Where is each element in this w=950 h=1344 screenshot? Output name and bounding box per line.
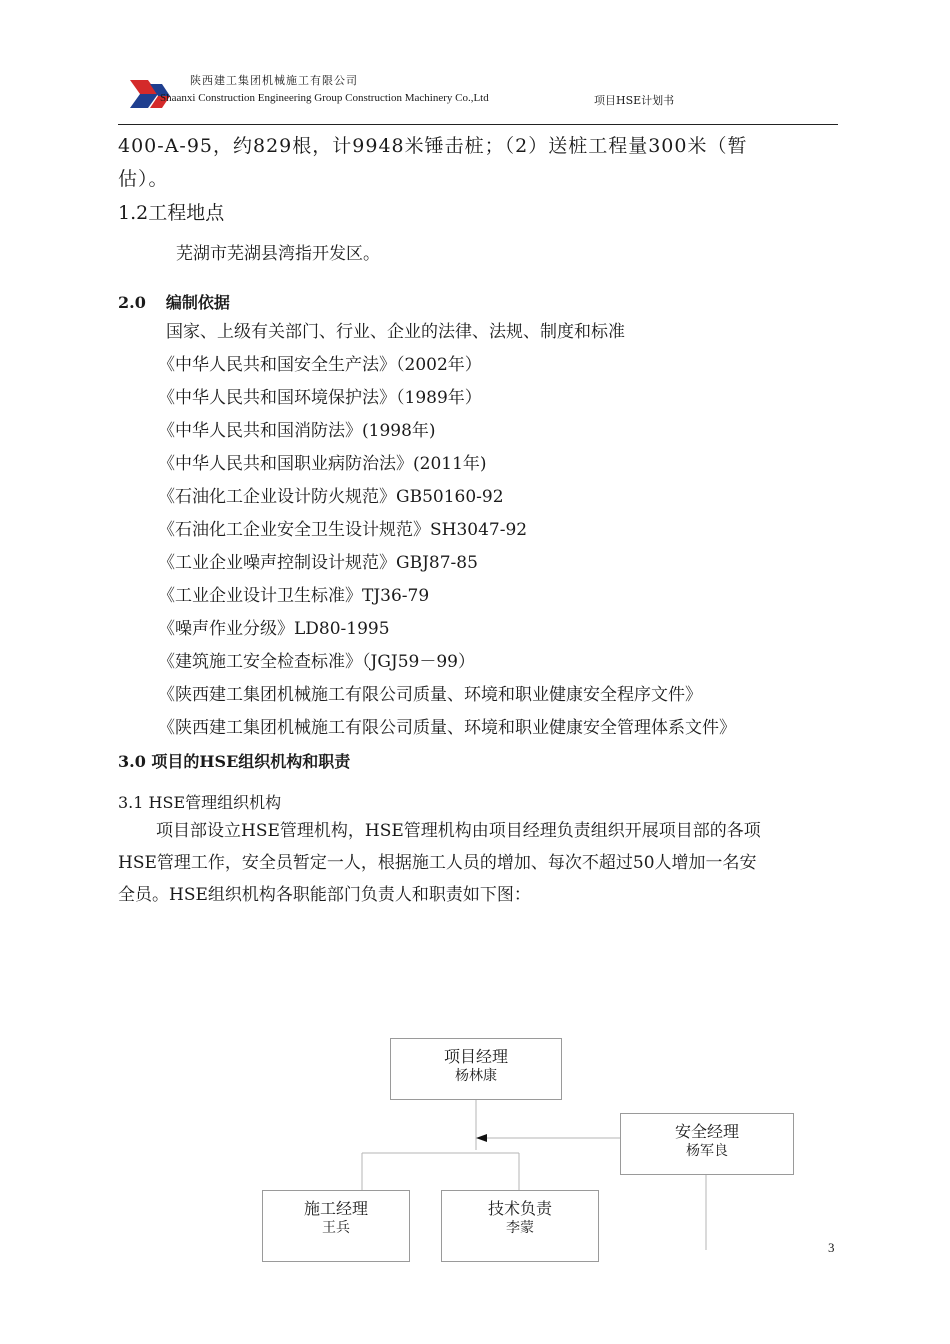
reference-item: 《中华人民共和国安全生产法》（2002年）: [158, 355, 482, 375]
org-person: 王兵: [322, 1220, 350, 1236]
section-2-title: 编制依据: [165, 293, 230, 312]
header-company-cn: 陕西建工集团机械施工有限公司: [190, 74, 358, 87]
header-doc-title: 项目HSE计划书: [594, 94, 675, 107]
reference-item: 《中华人民共和国消防法》(1998年): [158, 421, 436, 441]
reference-item: 《工业企业噪声控制设计规范》GBJ87-85: [158, 553, 478, 573]
reference-item: 《中华人民共和国环境保护法》（1989年）: [158, 388, 482, 408]
section-1-2-text: 芜湖市芜湖县湾指开发区。: [176, 244, 380, 264]
para-line-3: 全员。HSE组织机构各职能部门负责人和职责如下图：: [118, 885, 531, 905]
org-box-construction-manager: [262, 1190, 410, 1262]
reference-item: 《噪声作业分级》LD80-1995: [158, 619, 390, 639]
org-box-project-manager: [390, 1038, 562, 1100]
org-person: 杨军良: [686, 1143, 728, 1159]
para-line-1: 项目部设立HSE管理机构，HSE管理机构由项目经理负责组织开展项目部的各项: [156, 821, 761, 841]
header-company-en: Shaanxi Construction Engineering Group Construction Machinery Co.,Ltd: [160, 92, 489, 104]
section-3-1-title: 3.1 HSE管理组织机构: [118, 793, 282, 812]
reference-item: 《工业企业设计卫生标准》TJ36-79: [158, 586, 430, 606]
org-box-safety-manager: [620, 1113, 794, 1175]
org-person: 李蒙: [506, 1220, 534, 1236]
intro-line-2: 估）。: [118, 168, 169, 190]
org-title: 项目经理: [443, 1047, 508, 1066]
intro-line-1: 400-A-95，约829根，计9948米锤击桩；（2）送桩工程量300米（暂: [118, 135, 748, 157]
reference-item: 《建筑施工安全检查标准》（JGJ59－99）: [158, 652, 475, 672]
reference-item: 国家、上级有关部门、行业、企业的法律、法规、制度和标准: [166, 322, 625, 342]
reference-item: 《石油化工企业设计防火规范》GB50160-92: [158, 487, 504, 507]
reference-item: 《陕西建工集团机械施工有限公司质量、环境和职业健康安全管理体系文件》: [158, 718, 736, 738]
para-line-2: HSE管理工作，安全员暂定一人，根据施工人员的增加、每次不超过50人增加一名安: [118, 853, 757, 873]
reference-item: 《石油化工企业安全卫生设计规范》SH3047-92: [158, 520, 528, 540]
section-3-title: 3.0 项目的HSE组织机构和职责: [118, 752, 351, 771]
reference-item: 《陕西建工集团机械施工有限公司质量、环境和职业健康安全程序文件》: [158, 685, 702, 705]
section-2-number: 2.0: [118, 293, 146, 312]
reference-item: 《中华人民共和国职业病防治法》(2011年): [158, 454, 487, 474]
org-box-technical-lead: [441, 1190, 599, 1262]
org-person: 杨林康: [455, 1068, 497, 1084]
org-title: 安全经理: [674, 1122, 739, 1141]
section-1-2-title: 1.2工程地点: [118, 202, 225, 224]
org-title: 技术负责: [487, 1199, 552, 1218]
page-number: 3: [828, 1240, 835, 1255]
org-title: 施工经理: [303, 1199, 368, 1218]
